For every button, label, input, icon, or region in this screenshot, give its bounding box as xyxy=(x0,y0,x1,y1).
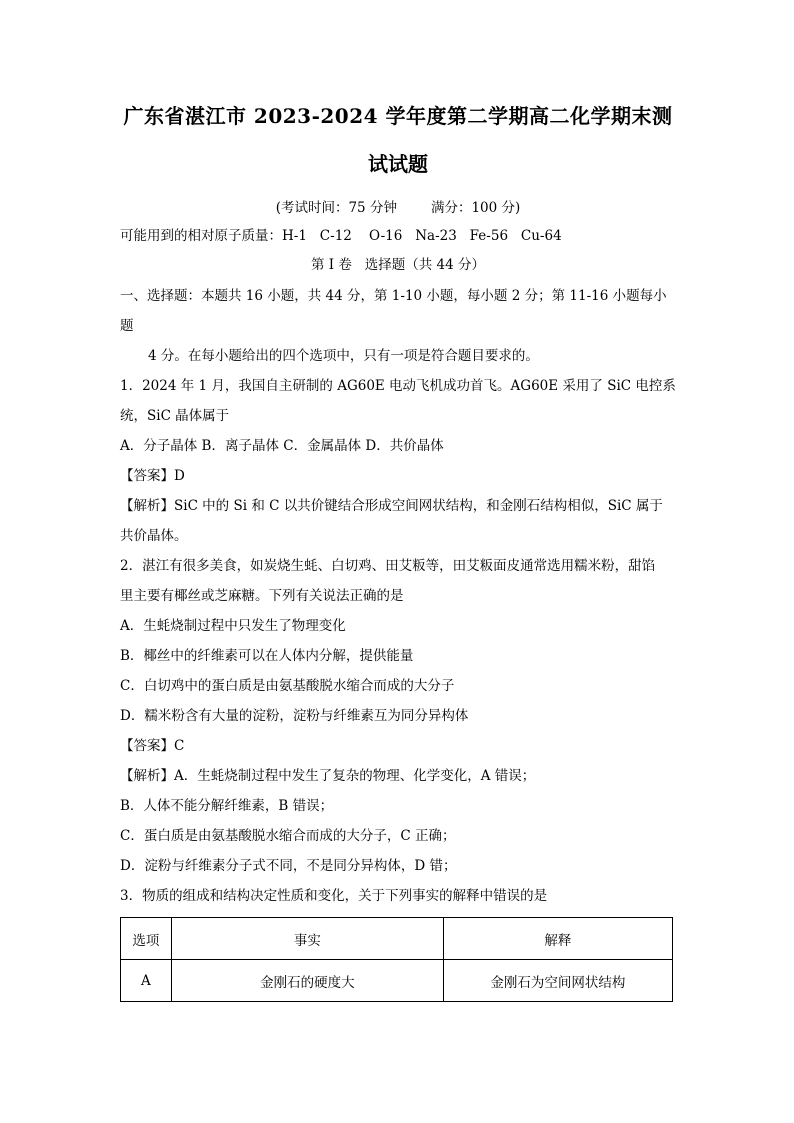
q1-analysis-line-1: 【解析】SiC 中的 Si 和 C 以共价键结合形成空间网状结构，和金刚石结构相似，SiC 属于 xyxy=(120,498,663,514)
instructions xyxy=(120,281,676,371)
q2-stem-line-1: 2．湛江有很多美食，如炭烧生蚝、白切鸡、田艾粄等，田艾粄面皮通常选用糯米粉，甜馅 xyxy=(120,558,656,574)
question-3 xyxy=(120,881,676,1002)
document-content xyxy=(120,96,676,1002)
facts-table xyxy=(120,917,673,1002)
instructions-line-2: 4 分。在每小题给出的四个选项中，只有一项是符合题目要求的。 xyxy=(148,348,539,364)
exam-score: 满分：100 分) xyxy=(430,200,521,216)
question-1 xyxy=(120,371,676,551)
table-header-fact: 事实 xyxy=(171,918,443,960)
table-header-row xyxy=(121,918,673,960)
q1-options: A．分子晶体 B．离子晶体 C．金属晶体 D．共价晶体 xyxy=(120,438,444,454)
table-row xyxy=(121,960,673,1002)
q2-option-c: C．白切鸡中的蛋白质是由氨基酸脱水缩合而成的大分子 xyxy=(120,678,455,694)
table-header-option: 选项 xyxy=(121,918,172,960)
title-line-2: 试试题 xyxy=(368,152,428,176)
exam-time: (考试时间：75 分钟 xyxy=(275,200,397,216)
exam-info xyxy=(120,196,676,220)
q2-option-d: D．糯米粉含有大量的淀粉，淀粉与纤维素互为同分异构体 xyxy=(120,708,469,724)
page-title xyxy=(120,96,676,184)
table-cell-explanation: 金刚石为空间网状结构 xyxy=(443,960,672,1002)
atomic-masses: 可能用到的相对原子质量：H-1 C-12 O-16 Na-23 Fe-56 Cu-64 xyxy=(120,228,562,244)
section-title: 第 I 卷 选择题（共 44 分） xyxy=(310,257,486,273)
question-2 xyxy=(120,551,676,881)
table-header-explanation: 解释 xyxy=(443,918,672,960)
q1-stem-line-1: 1．2024 年 1 月，我国自主研制的 AG60E 电动飞机成功首飞。AG60E 采用了 SiC 电控系 xyxy=(120,378,676,394)
title-line-1: 广东省湛江市 2023-2024 学年度第二学期高二化学期末测 xyxy=(123,104,673,128)
table-cell-fact: 金刚石的硬度大 xyxy=(171,960,443,1002)
q1-answer: 【答案】D xyxy=(120,468,185,484)
q2-option-b: B．椰丝中的纤维素可以在人体内分解，提供能量 xyxy=(120,648,414,664)
q2-stem-line-2: 里主要有椰丝或芝麻糖。下列有关说法正确的是 xyxy=(120,588,404,604)
q2-option-a: A．生蚝烧制过程中只发生了物理变化 xyxy=(120,618,346,634)
q1-analysis-line-2: 共价晶体。 xyxy=(120,528,188,544)
q1-stem-line-2: 统，SiC 晶体属于 xyxy=(120,408,230,424)
q2-analysis-b: B．人体不能分解纤维素，B 错误； xyxy=(120,798,334,814)
instructions-line-1: 一、选择题：本题共 16 小题，共 44 分，第 1-10 小题，每小题 2 分；第 11-16 小题每小题 xyxy=(120,288,667,334)
table-cell-option: A xyxy=(121,960,172,1002)
q2-answer: 【答案】C xyxy=(120,738,185,754)
q2-analysis-a: 【解析】A．生蚝烧制过程中发生了复杂的物理、化学变化，A 错误； xyxy=(120,768,536,784)
q2-analysis-d: D．淀粉与纤维素分子式不同，不是同分异构体，D 错； xyxy=(120,858,457,874)
q2-analysis-c: C．蛋白质是由氨基酸脱水缩合而成的大分子，C 正确； xyxy=(120,828,456,844)
q3-stem: 3．物质的组成和结构决定性质和变化，关于下列事实的解释中错误的是 xyxy=(120,888,548,904)
